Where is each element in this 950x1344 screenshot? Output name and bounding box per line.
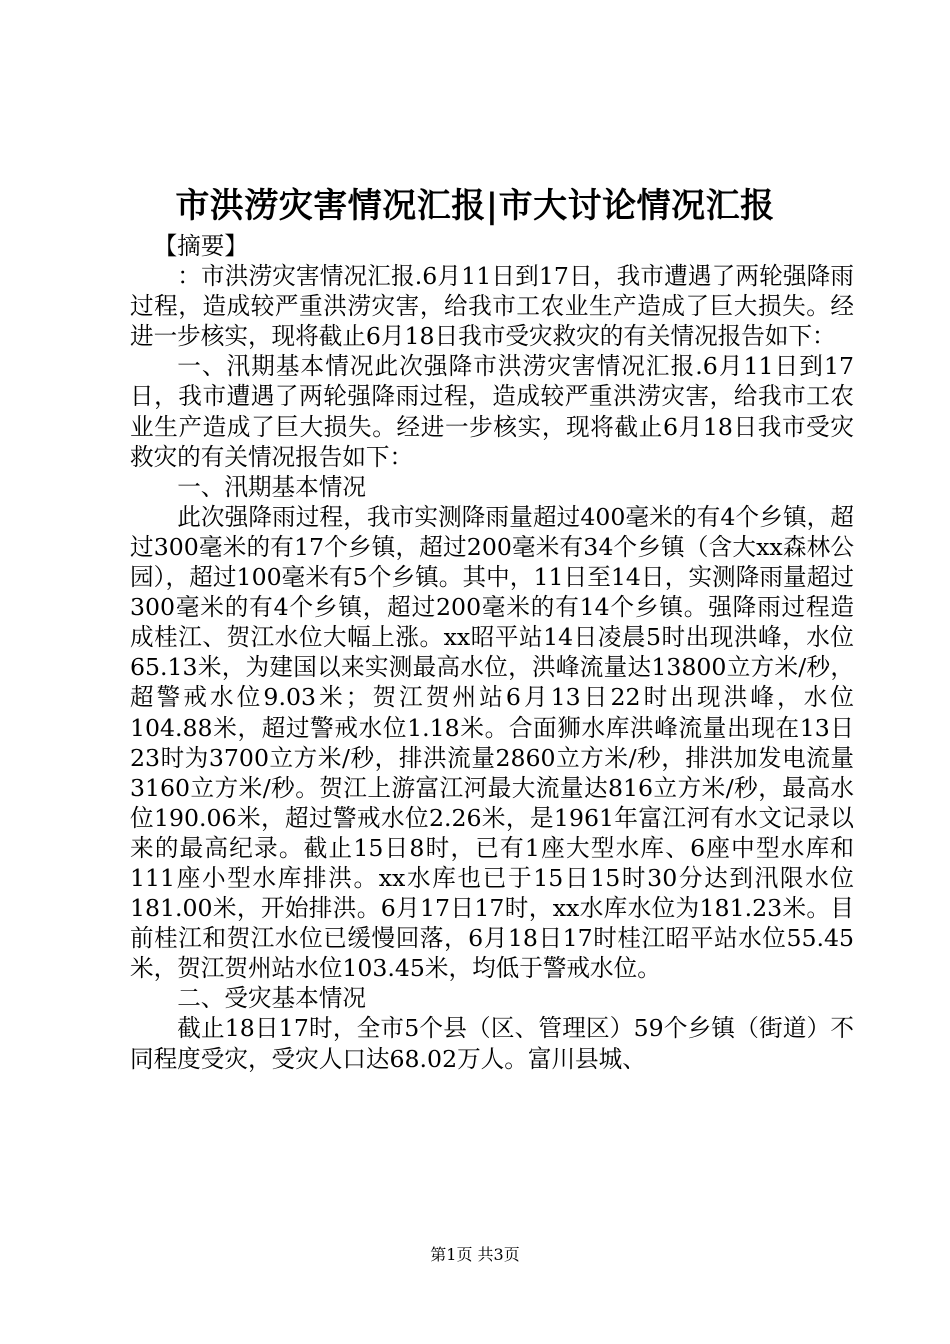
document-title: 市洪涝灾害情况汇报|市大讨论情况汇报 xyxy=(175,186,775,226)
paragraph-abstract: ：市洪涝灾害情况汇报.6月11日到17日，我市遭遇了两轮强降雨过程，造成较严重洪涝灾害，给我市工农业生产造成了巨大损失。经进一步核实，现将截止6月18日我市受灾救灾的有关情况报告如下： xyxy=(130,262,854,351)
section-heading-disaster-situation: 二、受灾基本情况 xyxy=(177,984,366,1013)
paragraph-rainfall-details: 此次强降雨过程，我市实测降雨量超过400毫米的有4个乡镇，超过300毫米的有17个乡镇，超过200毫米有34个乡镇（含大xx森林公园），超过100毫米有5个乡镇。其中，11日至14日，实测降雨量超过300毫米的有4个乡镇，超过200毫米的有14个乡镇。强降雨过程造成桂江、贺江水位大幅上涨。xx昭平站14日凌晨5时出现洪峰，水位65.13米，为建国以来实测最高水位，洪峰流量达13800立方米/秒，超警戒水位9.03米；贺江贺州站6月13日22时出现洪峰，水位104.88米，超过警戒水位1.18米。合面狮水库洪峰流量出现在13日23时为3700立方米/秒，排洪流量2860立方米/秒，排洪加发电流量3160立方米/秒。贺江上游富江河最大流量达816立方米/秒，最高水位190.06米，超过警戒水位2.26米，是1961年富江河有水文记录以来的最高纪录。截止15日8时，已有1座大型水库、6座中型水库和111座小型水库排洪。xx水库也已于15日15时30分达到汛限水位181.00米，开始排洪。6月17日17时，xx水库水位为181.23米。目前桂江和贺江水位已缓慢回落，6月18日17时桂江昭平站水位55.45米，贺江贺州站水位103.45米，均低于警戒水位。 xyxy=(130,502,854,983)
document-body xyxy=(130,231,854,1074)
paragraph-disaster-details: 截止18日17时，全市5个县（区、管理区）59个乡镇（街道）不同程度受灾，受灾人口达68.02万人。富川县城、 xyxy=(130,1014,854,1073)
section-heading-flood-situation: 一、汛期基本情况 xyxy=(177,472,366,501)
paragraph-section-intro: 一、汛期基本情况此次强降市洪涝灾害情况汇报.6月11日到17日，我市遭遇了两轮强降雨过程，造成较严重洪涝灾害，给我市工农业生产造成了巨大损失。经进一步核实，现将截止6月18日我市受灾救灾的有关情况报告如下： xyxy=(130,352,854,471)
abstract-label: 【摘要】 xyxy=(153,232,248,260)
page-footer: 第1页 共3页 xyxy=(430,1245,520,1264)
